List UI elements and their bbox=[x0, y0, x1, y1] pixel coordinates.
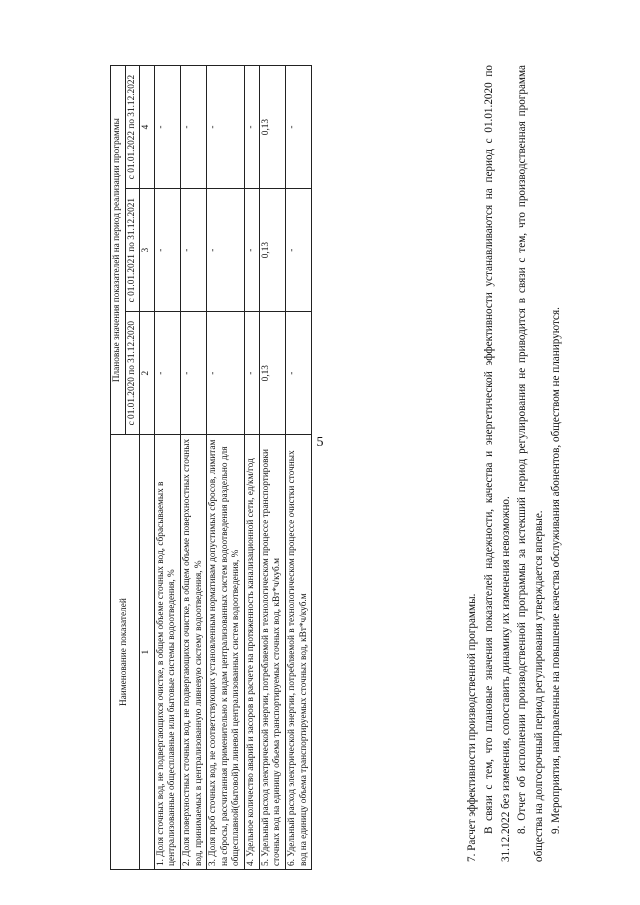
row-value-2022: 0,13 bbox=[259, 66, 285, 189]
indicators-table bbox=[110, 65, 312, 870]
row-value-2020: - bbox=[181, 312, 207, 435]
section-7-heading: 7. Расчет эффективности производственной программы. bbox=[466, 593, 478, 862]
row-name: 1. Доля сточных вод, не подвергающихся очистке, в общем объеме сточных вод, сбрасываемых в централизованные общесплавные или бытовые системы водоотведения, % bbox=[154, 435, 180, 870]
row-value-2020: - bbox=[207, 312, 245, 435]
table-row bbox=[207, 66, 245, 870]
row-name: 2. Доля поверхностных сточных вод, не подвергающихся очистке, в общем объеме поверхностных сточных вод, принимаемых в централизованную ливневую систему водоотведения, % bbox=[181, 435, 207, 870]
table-row bbox=[245, 66, 260, 870]
col-number: 3 bbox=[140, 189, 155, 312]
table-row bbox=[285, 66, 311, 870]
col-number: 2 bbox=[140, 312, 155, 435]
section-8-text: 8. Отчет об исполнении производственной программы за истекший период регулирования не приводится в связи с тем, что производственная программа общества на долгосрочный период регулирования утверждается впервые. bbox=[516, 65, 546, 862]
header-name: Наименование показателей bbox=[111, 435, 140, 870]
row-value-2021: - bbox=[207, 189, 245, 312]
row-value-2021: 0,13 bbox=[259, 189, 285, 312]
col-number: 1 bbox=[140, 435, 155, 870]
column-number-row bbox=[140, 66, 155, 870]
row-value-2021: - bbox=[285, 189, 311, 312]
table-row bbox=[154, 66, 180, 870]
row-value-2020: - bbox=[154, 312, 180, 435]
section-7-text: В связи с тем, что плановые значения показателей надежности, качества и энергетической эффективности устанавливаются на период с 01.01.2020 по 31.12.2022 без изменения, сопоставить динамику их изменения невозможно. bbox=[482, 65, 512, 862]
header-period-2022: с 01.01.2022 по 31.12.2022 bbox=[125, 66, 140, 189]
row-value-2022: - bbox=[181, 66, 207, 189]
col-number: 4 bbox=[140, 66, 155, 189]
section-9-text: 9. Мероприятия, направленные на повышение качества обслуживания абонентов, обществом не планируются. bbox=[549, 307, 562, 834]
page-number: 5 bbox=[316, 435, 324, 450]
row-value-2020: - bbox=[245, 312, 260, 435]
header-period-2021: с 01.01.2021 по 31.12.2021 bbox=[125, 189, 140, 312]
row-value-2021: - bbox=[154, 189, 180, 312]
row-value-2020: 0,13 bbox=[259, 312, 285, 435]
rotated-content bbox=[110, 65, 630, 870]
row-name: 5. Удельный расход электрической энергии, потребляемой в технологическом процессе транспортировки сточных вод на единицу объема транспортируемых сточных вод, кВт*ч/куб.м bbox=[259, 435, 285, 870]
row-value-2022: - bbox=[245, 66, 260, 189]
table-row bbox=[181, 66, 207, 870]
row-name: 6. Удельный расход электрической энергии, потребляемой в технологическом процессе очистки сточных вод на единицу объема транспортируемых сточных вод, кВт*ч/куб.м bbox=[285, 435, 311, 870]
row-name: 3. Доля проб сточных вод, не соответствующих установленным нормативам допустимых сбросов, лимитам на сбросы, рассчитанная применительно к видам централизованных систем водоотведения раздельно для общесплавной(бытовой)и линевой централизованных систем водоотведения, % bbox=[207, 435, 245, 870]
body-text bbox=[464, 65, 565, 862]
row-value-2022: - bbox=[285, 66, 311, 189]
row-value-2022: - bbox=[154, 66, 180, 189]
table-row bbox=[259, 66, 285, 870]
row-value-2021: - bbox=[181, 189, 207, 312]
row-value-2020: - bbox=[285, 312, 311, 435]
header-period-2020: с 01.01.2020 по 31.12.2020 bbox=[125, 312, 140, 435]
header-planned-group: Плановые значения показателей на период реализации программы bbox=[111, 66, 126, 435]
table-header-row bbox=[111, 66, 126, 870]
row-value-2021: - bbox=[245, 189, 260, 312]
row-name: 4. Удельное количество аварий и засоров в расчете на протяженность канализационной сети, ед/км/год bbox=[245, 435, 260, 870]
row-value-2022: - bbox=[207, 66, 245, 189]
